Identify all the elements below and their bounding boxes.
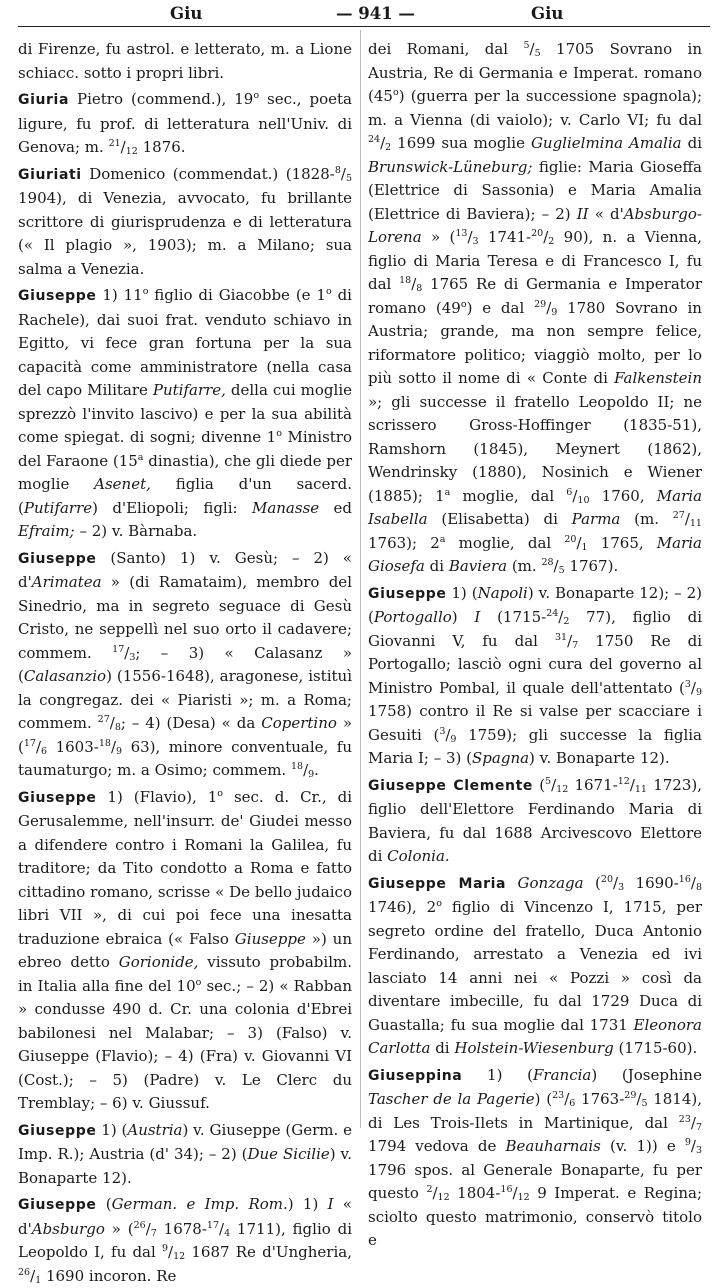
entry-text: 1) (Austria) v. Giuseppe (Germ. e Imp. R.); Austria (d' 34); – 2) (Due Sicilie) v. Bonaparte 12). <box>18 1120 353 1187</box>
entry-headword: Giuseppe Clemente <box>368 777 533 794</box>
entry-text: (Santo) 1) v. Gesù; – 2) « d'Arimatea » (di Ramataim), membro del Sinedrio, ma in segreto seguace di Gesù Cristo, ne seppellì nel suo orto il cadavere; commem. $^{17}/_3$; – 3) « Calasanz » (Calasanzio) (1556-1648), aragonese, istituì la congregaz. dei « Piaristi »; m. a Roma; commem. $^{27}/_8$; – 4) (Desa) « da Copertino » ($^{17}/_6$ $1603-^{18}/_9$ 63), minore conventuale, fu taumaturgo; m. a Osimo; commem. $^{18}/_9$. <box>18 548 353 780</box>
dictionary-entry <box>18 38 352 85</box>
header-left-keyword: Giu <box>170 4 203 23</box>
entry-text: 1) 11$^o$ figlio di Giacobbe (e 1$^o$ di Rachele), dai suoi frat. venduto schiavo in Egitto, vi fece gran fortuna per la sua capacità come amministratore (nella casa del capo Militare Putifarre, della cui moglie sprezzò l'invito lascivo) e per la sua abilità come spiegat. di sogni; divenne 1$^o$ Ministro del Faraone (15$^a$ dinastia), che gli diede per moglie Asenet, figlia d'un sacerd. (Putifarre) d'Eliopoli; figli: Manasse ed Efraim; – 2) v. Bàrnaba. <box>18 286 353 540</box>
left-column <box>18 38 352 1288</box>
dictionary-entry <box>18 88 352 160</box>
entry-headword: Giuseppe Maria <box>368 875 507 892</box>
entry-text: (German. e Imp. Rom.) 1) I « d'Absburgo » ($^{26}/_7$ $1678-^{17}/_4$ 1711), figlio di Leopoldo I, fu dal $^9/_{12}$ 1687 Re d'Ungheria, $^{26}/_1$ 1690 incoron. Re <box>18 1195 353 1286</box>
dictionary-entry <box>18 1193 352 1288</box>
dictionary-entry <box>18 547 352 783</box>
entry-headword: Giuria <box>18 92 70 108</box>
dictionary-entry <box>368 872 702 1061</box>
entry-text: ($^5/_{12}$ $1671-^{12}/_{11}$ 1723), figlio dell'Elettore Ferdinando Maria di Baviera, fu dal 1688 Arcivescovo Elettore di Colonia. <box>368 775 702 865</box>
entry-headword: Giuseppe <box>18 288 97 304</box>
right-column <box>368 38 702 1253</box>
dictionary-entry <box>368 582 702 771</box>
entry-text: 1) (Flavio), 1$^o$ sec. d. Cr., di Gerusalemme, nell'insurr. de' Giudei messo a difendere contro i Romani la Galilea, fu traditore; da Tito condotto a Roma e fatto cittadino romano, scrisse « De bello judaico libri VII », di cui poi fece una inesatta traduzione ebraica (« Falso Giuseppe ») un ebreo detto Gorionide, vissuto probabilm. in Italia alla fine del 10$^o$ sec.; – 2) « Rabban » condusse 490 d. Cr. una colonia d'Ebrei babilonesi nel Malabar; – 3) (Falso) v. Giuseppe (Flavio); – 4) (Fra) v. Giovanni VI (Cost.); – 5) (Padre) v. Le Clerc du Tremblay; – 6) v. Giussuf. <box>18 787 353 1112</box>
dictionary-entry <box>18 163 352 282</box>
page-header <box>18 0 710 27</box>
entry-headword: Giuseppe <box>18 550 97 567</box>
entry-text: 1) (Napoli) v. Bonaparte 12); – 2) (Portogallo) I ($1715-^{24}/_2$ 77), figlio di Giovanni V, fu dal $^{31}/_7$ 1750 Re di Portogallo; lasciò ogni cura del governo al Ministro Pombal, il quale dell'attentato ($^3/_9$ 1758) contro il Re si valse per scacciare i Gesuiti ($^3/_9$ 1759); gli successe la figlia Maria I; – 3) (Spagna) v. Bonaparte 12). <box>368 583 702 767</box>
entry-headword: Giuseppina <box>368 1067 463 1084</box>
dictionary-entry <box>18 1119 352 1191</box>
entry-text: Pietro (commend.), 19$^o$ sec., poeta ligure, fu prof. di letteratura nell'Univ. di Genova; m. $^{21}/_{12}$ 1876. <box>18 90 353 157</box>
entry-text: Domenico (commendat.) ($1828-^8/_5$ 1904), di Venezia, avvocato, fu brillante scrittore di giurisprudenza e di letteratura (« Il plagio », 1903); m. a Milano; sua salma a Venezia. <box>18 164 352 278</box>
dictionary-entry <box>368 38 702 579</box>
entry-headword: Giuseppe <box>18 789 97 806</box>
entry-text: Gonzaga ($^{20}/_3$ $1690-^{16}/_8$ 1746), 2$^o$ figlio di Vincenzo I, 1715, per segreto ordine del fratello, Duca Antonio Ferdinando, arrestato a Venezia ed ivi lasciato 14 anni nei « Pozzi » così da diventare imbecille, fu dal 1729 Duca di Guastalla; fu sua moglie dal 1731 Eleonora Carlotta di Holstein-Wiesenburg (1715-60). <box>368 873 702 1057</box>
entry-headword: Giuseppe <box>368 585 447 602</box>
entry-headword: Giuseppe <box>18 1122 97 1139</box>
entry-text: 1) (Francia) (Josephine Tascher de la Pagerie) ($^{23}/_6$ $1763-^{29}/_5$ 1814), di Les Trois-Ilets in Martinique, dal $^{23}/_7$ 1794 vedova de Beauharnais (v. 1)) e $^9/_3$ 1796 spos. al Generale Bonaparte, fu per questo $^2/_{12}$ $1804-^{16}/_{12}$ 9 Imperat. e Regina; sciolto questo matrimonio, conservò titolo e <box>368 1065 703 1249</box>
dictionary-entry <box>368 774 702 869</box>
dictionary-entry <box>368 1064 702 1253</box>
column-divider <box>360 30 361 1128</box>
entry-headword: Giuseppe <box>18 1197 97 1213</box>
page-number: — 941 — <box>336 4 415 23</box>
entry-text: di Firenze, fu astrol. e letterato, m. a Lione schiacc. sotto i propri libri. <box>18 40 352 82</box>
entry-headword: Giuriati <box>18 166 82 183</box>
dictionary-entry <box>18 284 352 544</box>
dictionary-entry <box>18 786 352 1116</box>
entry-text: dei Romani, dal $^5/_5$ 1705 Sovrano in Austria, Re di Germania e Imperat. romano (45$^o$) (guerra per la successione spagnola); m. a Vienna (di vaiolo); v. Carlo VI; fu dal $^{24}/_2$ 1699 sua moglie Guglielmina Amalia di Brunswick-Lüneburg; figlie: Maria Gioseffa (Elettrice di Sassonia) e Maria Amalia (Elettrice di Baviera); – 2) II « d'Absburgo-Lorena » ($^{13}/_3$ $1741-^{20}/_2$ 90), n. a Vienna, figlio di Maria Teresa e di Francesco I, fu dal $^{18}/_8$ 1765 Re di Germania e Imperator romano (49$^o$) e dal $^{29}/_9$ 1780 Sovrano in Austria; grande, ma non sempre felice, riformatore politico; viaggiò molto, per lo più sotto il nome di « Conte di Falkenstein »; gli successe il fratello Leopoldo II; ne scrissero Gross-Hoffinger (1835-51), Ramshorn (1845), Meynert (1862), Wendrinsky (1880), Nosinich e Wiener (1885); 1$^a$ moglie, dal $^6/_{10}$ 1760, Maria Isabella (Elisabetta) di Parma (m. $^{27}/_{11}$ 1763); 2$^a$ moglie, dal $^{20}/_1$ 1765, Maria Giosefa di Baviera (m. $^{28}/_5$ 1767). <box>368 40 703 576</box>
header-right-keyword: Giu <box>531 4 564 23</box>
